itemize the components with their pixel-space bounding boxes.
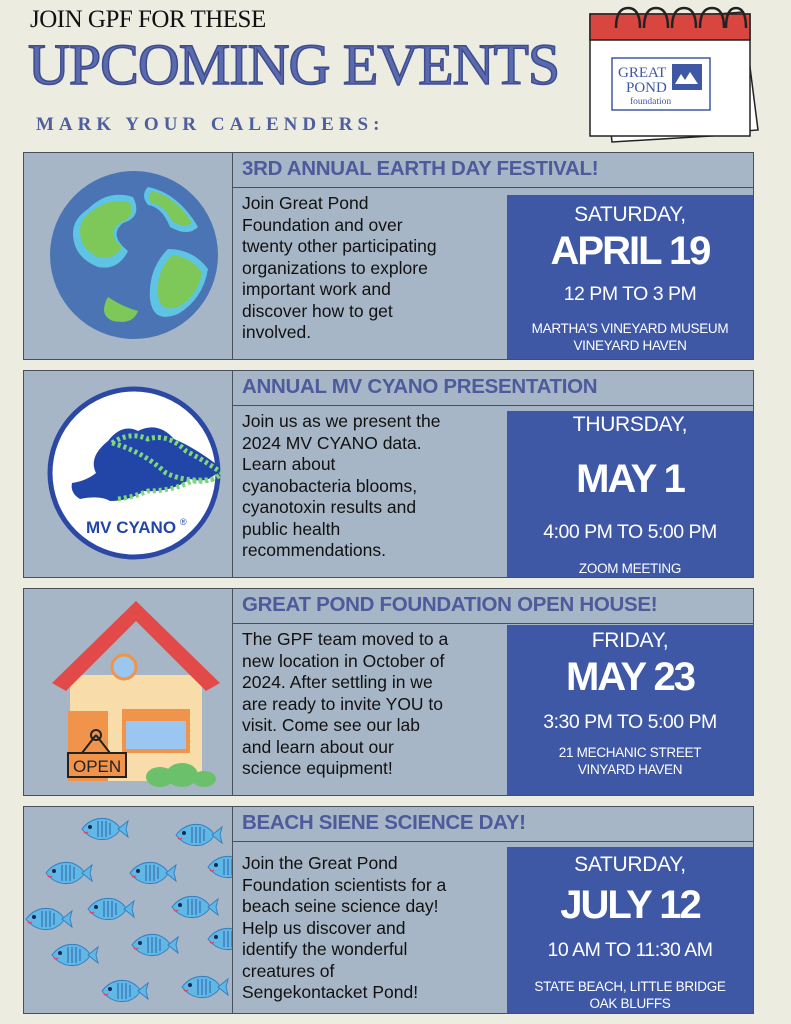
event-location [507,978,753,1012]
event-header [232,153,753,188]
event-description [242,853,504,1004]
desc-line: Join Great Pond [242,193,369,213]
earth-icon [48,169,220,341]
event-title: BEACH SIENE SCIENCE DAY! [242,811,526,834]
event-card-beach-seine [23,806,754,1014]
event-card-earth-day [23,152,754,360]
desc-line: twenty other participating [242,236,437,256]
desc-line: discover how to get [242,300,393,321]
event-card-open-house [23,588,754,796]
location-line: OAK BLUFFS [589,996,671,1011]
location-line: ZOOM MEETING [578,561,682,576]
desc-line: public health [242,518,341,539]
desc-line: new location in October of [242,650,445,671]
event-description [242,411,504,562]
event-date-box [507,847,753,1013]
desc-line: 2024 MV CYANO data. [242,432,422,453]
desc-line: Join the Great Pond [242,853,398,873]
event-location [507,560,753,577]
header-kicker: JOIN GPF FOR THESE [30,6,266,33]
event-day: SATURDAY, [574,203,686,226]
desc-line: organizations to explore [242,257,428,278]
desc-line: and learn about our [242,736,394,757]
event-day: FRIDAY, [591,629,669,652]
desc-line: Foundation scientists for a [242,874,447,895]
logo-foundation: foundation [630,97,672,107]
event-date: MAY 1 [576,457,684,501]
desc-line: involved. [242,322,312,342]
desc-line: Sengekontacket Pond! [242,982,419,1002]
mv-cyano-logo [46,385,222,561]
event-header [232,371,753,406]
event-title: GREAT POND FOUNDATION OPEN HOUSE! [242,593,658,616]
desc-line: beach seine science day! [242,896,439,916]
event-time: 10 AM TO 11:30 AM [547,939,713,961]
desc-line: cyanotoxin results and [242,497,417,517]
house-icon [46,595,226,791]
location-line: STATE BEACH, LITTLE BRIDGE [534,979,726,994]
desc-line: Help us discover and [242,917,406,938]
page-subtitle: MARK YOUR CALENDERS: [36,114,385,135]
desc-line: are ready to invite YOU to [242,693,444,714]
event-date-box [507,195,753,359]
location-line: VINYARD HAVEN [577,762,683,777]
event-header [232,589,753,624]
event-day: THURSDAY, [572,413,688,436]
event-art [24,153,233,359]
desc-line: science equipment! [242,758,393,778]
event-description [242,629,504,780]
event-header [232,807,753,842]
fish-icon [24,807,232,1012]
desc-line: The GPF team moved to a [242,629,449,649]
calendar-icon [560,0,760,150]
location-line: VINEYARD HAVEN [573,338,687,353]
event-art [24,807,233,1013]
event-time: 12 PM TO 3 PM [563,283,697,305]
location-line: 21 MECHANIC STREET [558,745,702,760]
event-date-box [507,625,753,795]
event-art [24,371,233,577]
logo-pond: POND [626,80,667,96]
event-day: SATURDAY, [574,853,686,876]
location-line: MARTHA'S VINEYARD MUSEUM [531,321,729,336]
desc-line: recommendations. [242,540,386,560]
event-time: 4:00 PM TO 5:00 PM [543,521,717,543]
logo-great: GREAT [618,65,667,81]
desc-line: creatures of [242,960,335,981]
event-title: 3RD ANNUAL EARTH DAY FESTIVAL! [242,157,599,180]
desc-line: Learn about [242,454,336,474]
event-description [242,193,504,344]
event-date: APRIL 19 [550,229,710,273]
desc-line: cyanobacteria blooms, [242,475,418,496]
event-date: MAY 23 [565,655,695,699]
event-title: ANNUAL MV CYANO PRESENTATION [242,375,598,398]
event-location [507,744,753,778]
event-date-box [507,411,753,577]
desc-line: identify the wonderful [242,939,408,959]
desc-line: visit. Come see our lab [242,715,420,735]
open-sign-text: OPEN [73,757,122,776]
cyano-logo-mark: ® [180,517,187,527]
event-time: 3:30 PM TO 5:00 PM [543,711,717,733]
event-card-mv-cyano [23,370,754,578]
desc-line: Join us as we present the [242,411,441,431]
event-date: JULY 12 [560,883,700,927]
desc-line: important work and [242,279,391,299]
desc-line: 2024. After settling in we [242,672,433,692]
event-art [24,589,233,795]
page-title: UPCOMING EVENTS [28,32,560,97]
cyano-logo-text: MV CYANO [86,518,177,537]
event-location [507,320,753,354]
desc-line: Foundation and over [242,214,403,235]
